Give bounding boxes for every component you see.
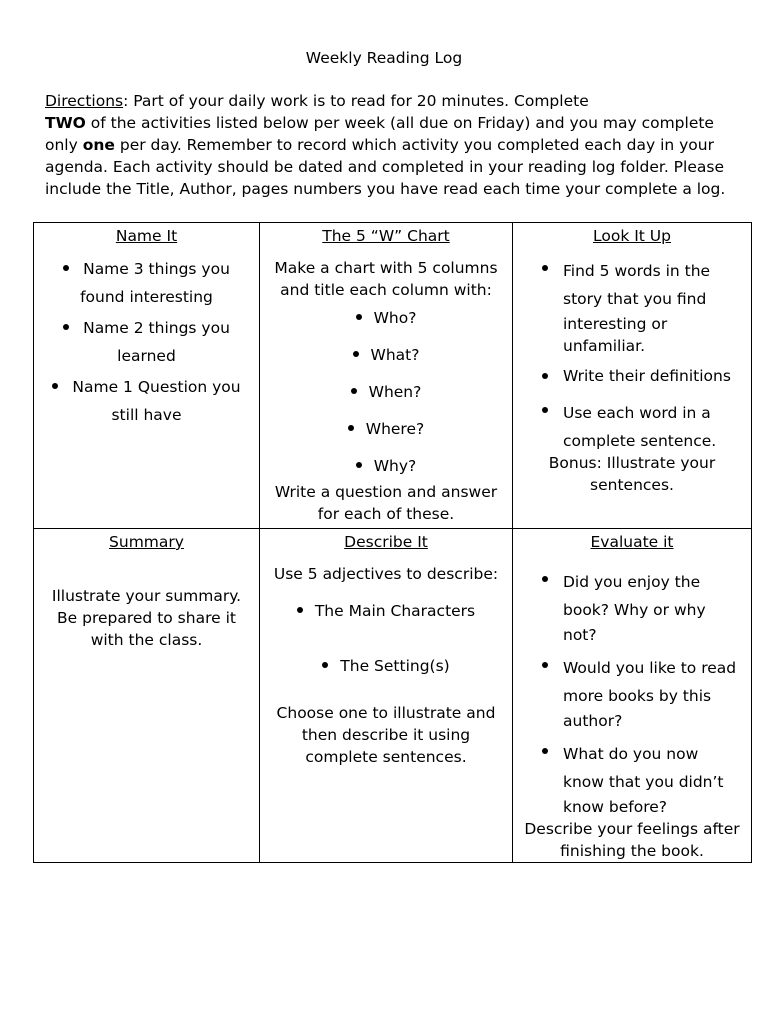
list-item: Name 1 Question you still have bbox=[34, 373, 259, 429]
list-item: What do you now know that you didn’t know before? bbox=[513, 740, 751, 818]
list-item: Where? bbox=[260, 411, 512, 448]
list-item: The Setting(s) bbox=[260, 655, 512, 677]
list-item: Did you enjoy the book? Why or why not? bbox=[513, 568, 751, 646]
heading-describe-it: Describe It bbox=[344, 533, 428, 551]
directions-line-3: per day. Remember to record which activity you completed each day in your bbox=[114, 136, 714, 154]
heading-name-it: Name It bbox=[115, 227, 178, 245]
cell-describe-it bbox=[260, 529, 513, 863]
five-w-list bbox=[260, 300, 512, 485]
evaluate-it-outro: Describe your feelings after finishing the book. bbox=[524, 820, 740, 860]
name-it-list bbox=[34, 255, 259, 429]
directions-line-5: include the Title, Author, pages numbers you have read each time your complete a log. bbox=[45, 180, 726, 198]
five-w-outro: Write a question and answer for each of these. bbox=[274, 483, 498, 523]
describe-it-outro: Choose one to illustrate and then describe it using complete sentences. bbox=[276, 704, 496, 766]
cell-name-it bbox=[34, 223, 260, 529]
list-item: What? bbox=[260, 337, 512, 374]
activities-table bbox=[33, 222, 752, 863]
list-item: Name 3 things you found interesting bbox=[34, 255, 259, 311]
list-item: Would you like to read more books by this author? bbox=[513, 654, 751, 732]
list-item: When? bbox=[260, 374, 512, 411]
describe-it-intro: Use 5 adjectives to describe: bbox=[273, 565, 499, 583]
list-item: Write their definitions bbox=[513, 365, 751, 387]
heading-evaluate-it: Evaluate it bbox=[590, 533, 674, 551]
list-item: Name 2 things you learned bbox=[34, 314, 259, 370]
heading-five-w-chart: The 5 “W” Chart bbox=[322, 227, 450, 245]
list-item: The Main Characters bbox=[260, 600, 512, 622]
cell-evaluate-it bbox=[513, 529, 752, 863]
directions-line-2: of the activities listed below per week (all due on Friday) and you may complete bbox=[85, 114, 714, 132]
directions-line-1: : Part of your daily work is to read for 20 minutes. Complete bbox=[123, 92, 589, 110]
heading-summary: Summary bbox=[109, 533, 184, 551]
directions bbox=[45, 90, 745, 200]
page-title: Weekly Reading Log bbox=[305, 49, 463, 67]
look-it-up-list bbox=[513, 257, 751, 455]
list-item: Who? bbox=[260, 300, 512, 337]
directions-line-3-pre: only bbox=[45, 136, 83, 154]
list-item: Use each word in a complete sentence. bbox=[513, 399, 751, 455]
list-item: Why? bbox=[260, 448, 512, 485]
summary-text: Illustrate your summary. Be prepared to share it with the class. bbox=[51, 587, 242, 649]
cell-five-w-chart bbox=[260, 223, 513, 529]
directions-one: one bbox=[82, 136, 115, 154]
cell-summary bbox=[34, 529, 260, 863]
heading-look-it-up: Look It Up bbox=[593, 227, 671, 245]
list-item: Find 5 words in the story that you find interesting or unfamiliar. bbox=[513, 257, 751, 357]
describe-it-list bbox=[260, 600, 512, 677]
look-it-up-bonus: Bonus: Illustrate your sentences. bbox=[548, 454, 716, 494]
five-w-intro: Make a chart with 5 columns and title each column with: bbox=[274, 259, 498, 299]
evaluate-it-list bbox=[513, 568, 751, 818]
directions-label: Directions bbox=[45, 92, 124, 110]
directions-line-4: agenda. Each activity should be dated and completed in your reading log folder. Please bbox=[45, 158, 724, 176]
directions-two: TWO bbox=[45, 114, 86, 132]
cell-look-it-up bbox=[513, 223, 752, 529]
